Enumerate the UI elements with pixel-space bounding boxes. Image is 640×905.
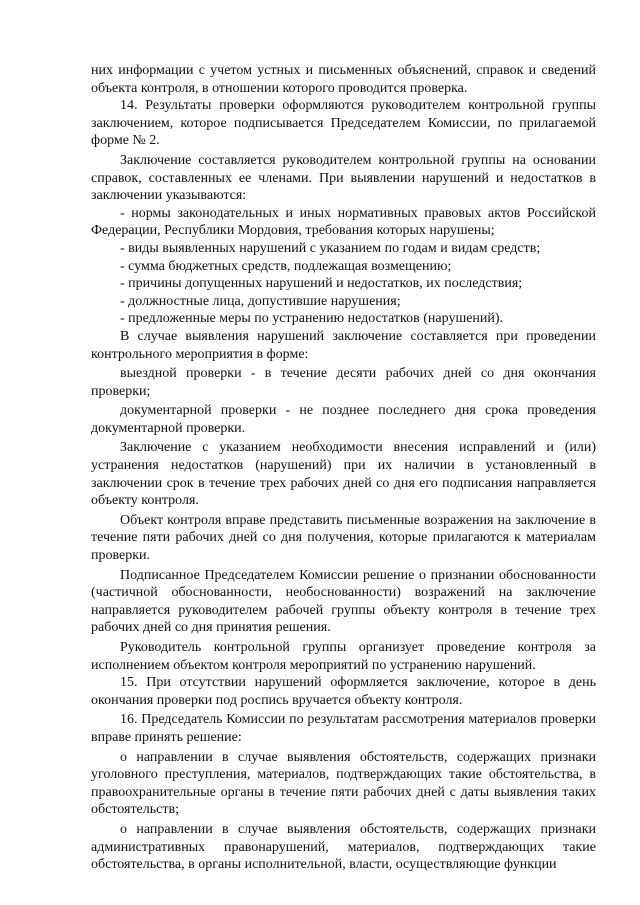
paragraph-conclusion-contents: Заключение составляется руководителем контрольной группы на основании справок, составленных ее членами. При выявлении нарушений и недостатков в заключении указываются:	[91, 152, 596, 204]
paragraph-control-organization: Руководитель контрольной группы организует проведение контроля за исполнением объектом контроля мероприятий по устранению нарушений.	[91, 640, 596, 673]
document-page	[91, 62, 596, 874]
list-item-budget-sum: - сумма бюджетных средств, подлежащая возмещению;	[120, 258, 452, 274]
paragraph-documentary-inspection: документарной проверки - не позднее последнего дня срока проведения документарной проверки.	[91, 403, 596, 436]
paragraph-onsite-inspection: выездной проверки - в течение десяти рабочих дней со дня окончания проверки;	[91, 366, 596, 399]
list-item-norms: - нормы законодательных и иных нормативных правовых актов Российской Федерации, Республики Мордовия, требования которых нарушены;	[91, 205, 596, 239]
paragraph-criminal-referral: о направлении в случае выявления обстоятельств, содержащих признаки уголовного преступления, материалов, подтверждающих такие обстоятельства, в правоохранительные органы в течение пяти рабочих дней с даты выявления таких обстоятельств;	[91, 749, 596, 818]
paragraph-objections: Объект контроля вправе представить письменные возражения на заключение в течение пяти рабочих дней со дня получения, которые прилагаются к материалам проверки.	[91, 512, 596, 564]
list-item-causes: - причины допущенных нарушений и недостатков, их последствия;	[120, 276, 523, 292]
paragraph-item-16: 16. Председатель Комиссии по результатам рассмотрения материалов проверки вправе принять решение:	[91, 712, 596, 745]
list-item-officials: - должностные лица, допустившие нарушения;	[120, 293, 401, 309]
list-item-violation-types: - виды выявленных нарушений с указанием по годам и видам средств;	[120, 240, 541, 256]
paragraph-item-14: 14. Результаты проверки оформляются руководителем контрольной группы заключением, которое подписывается Председателем Комиссии, по прилагаемой форме № 2.	[91, 98, 596, 149]
paragraph-violations-detected: В случае выявления нарушений заключение составляется при проведении контрольного мероприятия в форме:	[91, 328, 596, 362]
list-item-measures: - предложенные меры по устранению недостатков (нарушений).	[120, 311, 504, 327]
paragraph-corrections: Заключение с указанием необходимости внесения исправлений и (или) устранения недостатков (нарушений) при их наличии в установленный в заключении срок в течение трех рабочих дней со дня его подписания направляется объекту контроля.	[91, 440, 596, 509]
paragraph-continuation: них информации с учетом устных и письменных объяснений, справок и сведений объекта контроля, в отношении которого проводится проверка.	[91, 63, 596, 96]
paragraph-item-15: 15. При отсутствии нарушений оформляется заключение, которое в день окончания проверки под роспись вручается объекту контроля.	[91, 675, 596, 708]
paragraph-administrative-referral: о направлении в случае выявления обстоятельств, содержащих признаки административных правонарушений, материалов, подтверждающих такие обстоятельства, в органы исполнительной, власти, осуществляющие функции	[91, 821, 596, 873]
paragraph-signed-decision: Подписанное Председателем Комиссии решение о признании обоснованности (частичной обоснованности, необоснованности) возражений на заключение направляется руководителем рабочей группы объекту контроля в течение трех рабочих дней со дня принятия решения.	[91, 567, 596, 636]
